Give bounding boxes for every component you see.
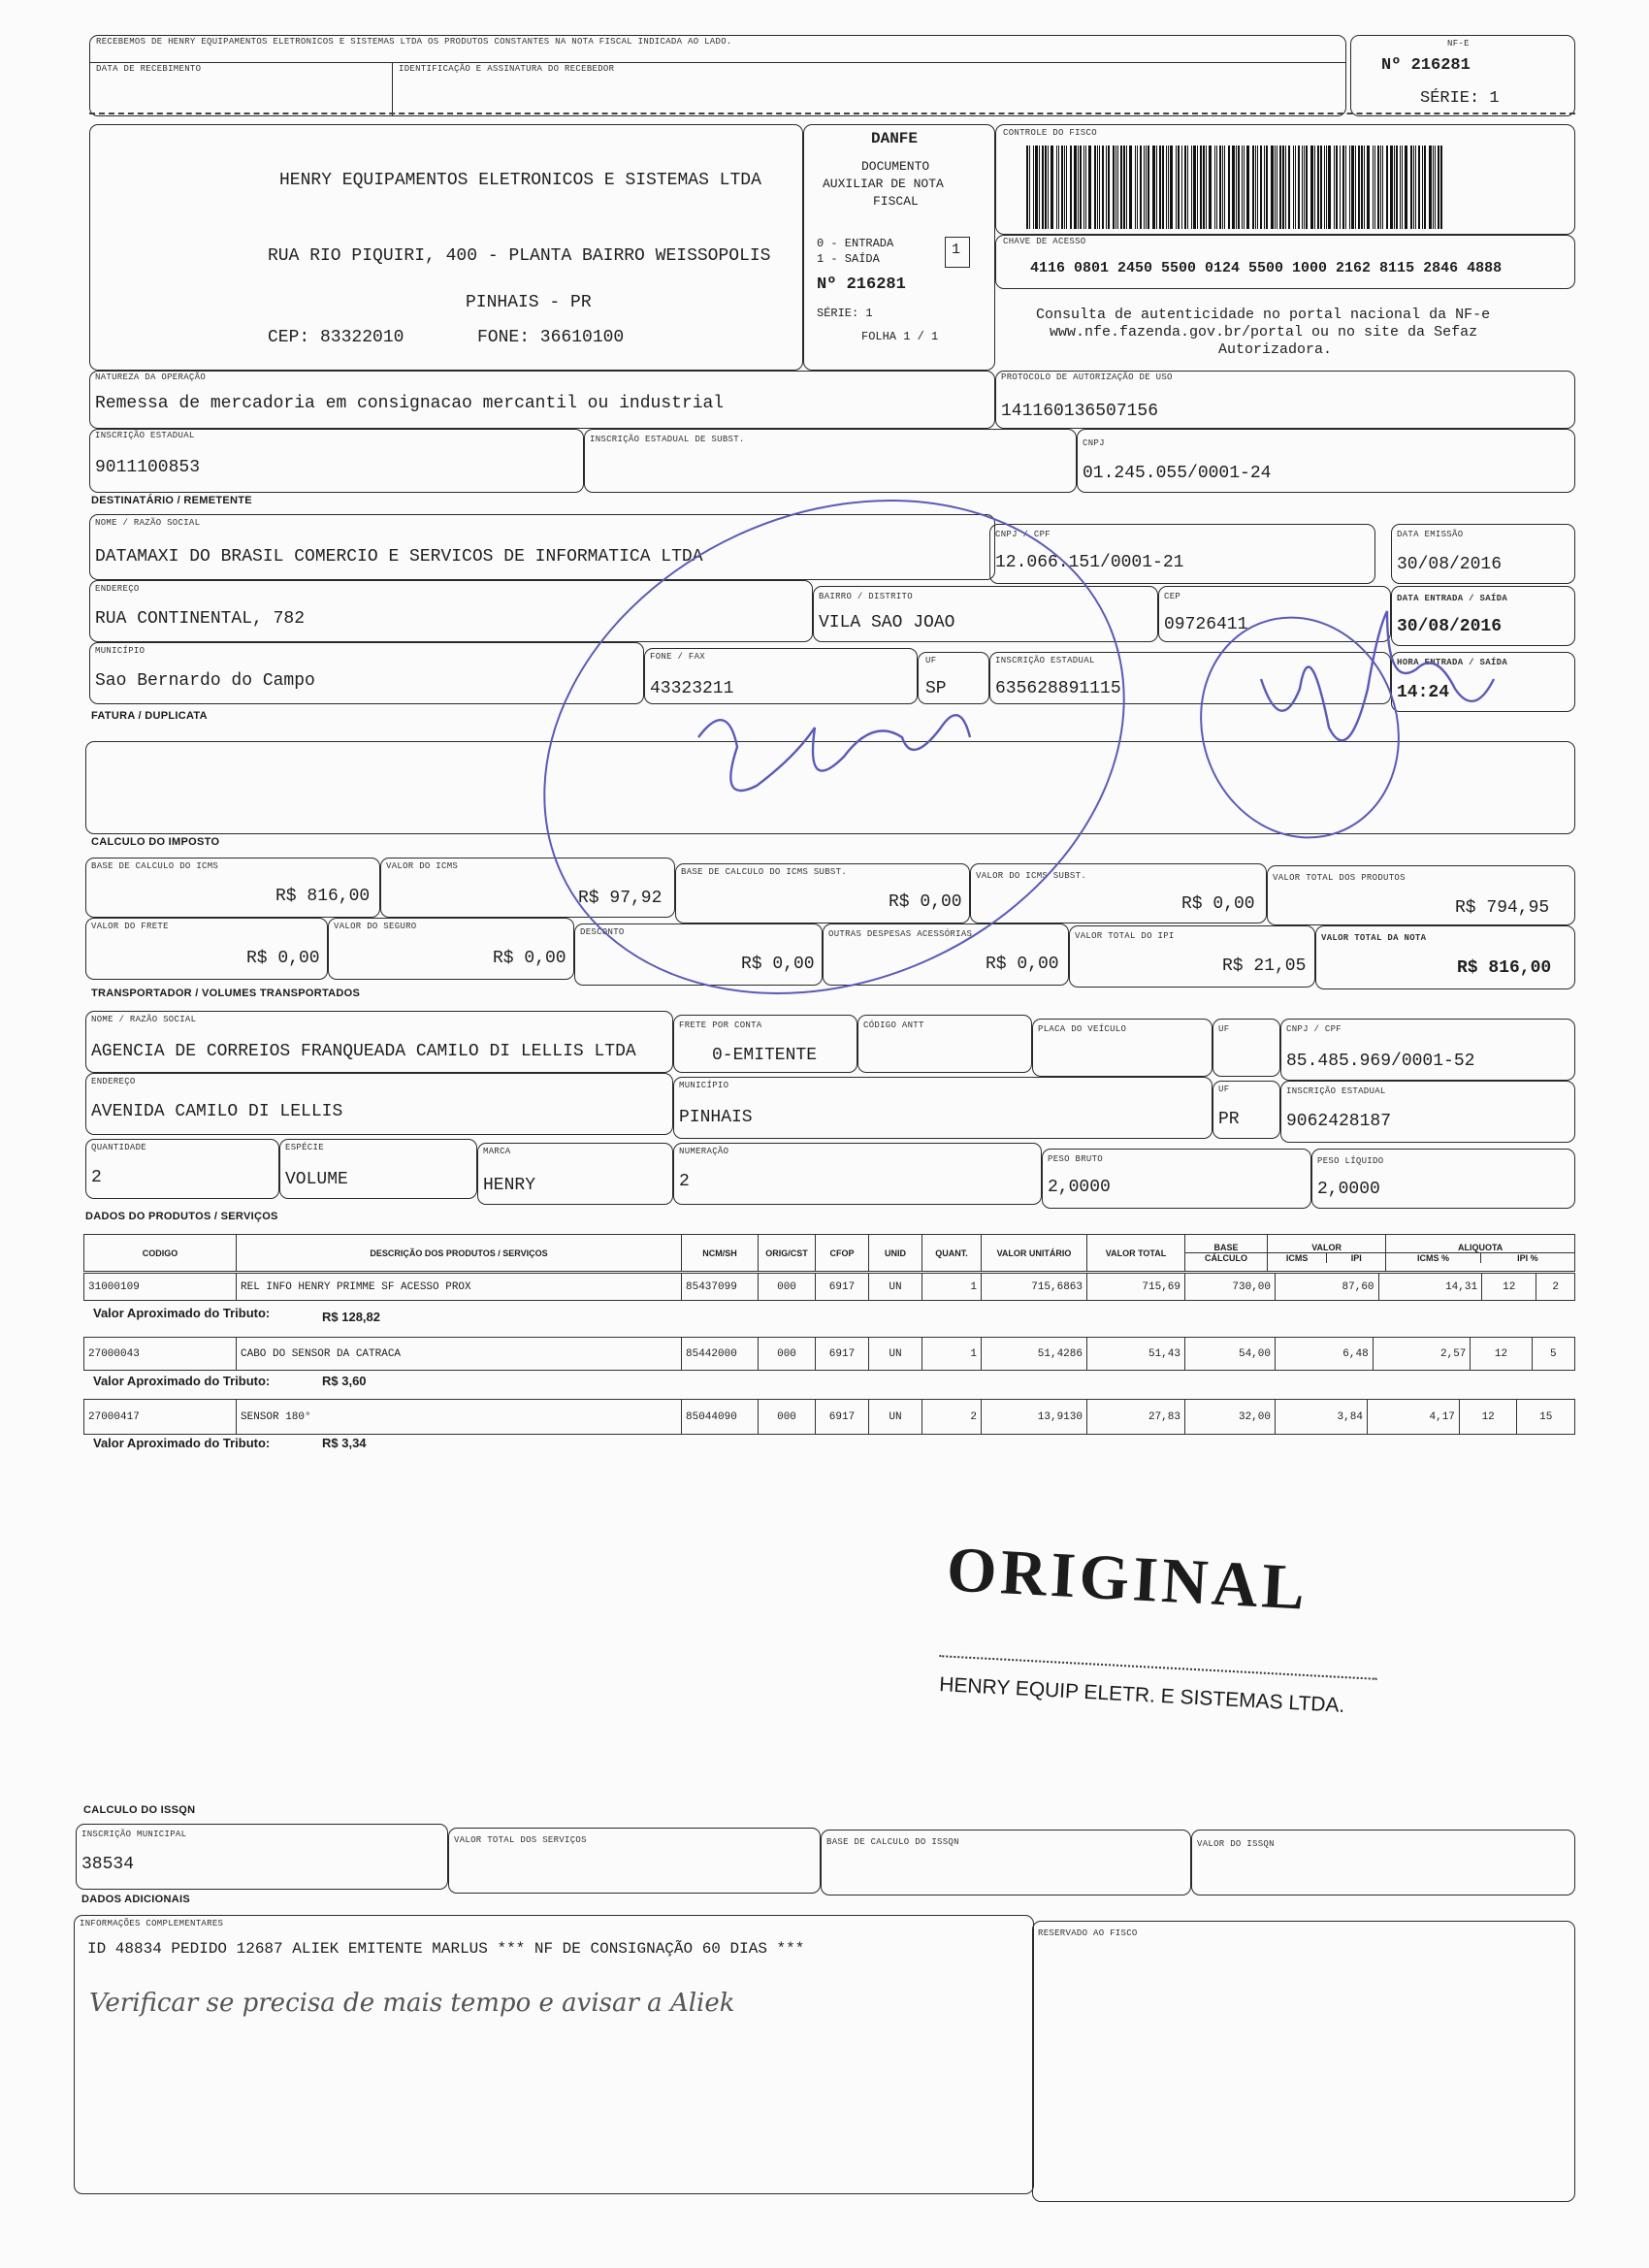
cnpj-label: CNPJ [1083,438,1105,448]
desconto-label: DESCONTO [580,927,625,937]
ipi-value: R$ 21,05 [1222,956,1307,976]
transp-municipio-label: MUNICÍPIO [679,1081,729,1090]
col-quant: QUANT. [922,1235,982,1272]
trib-label: Valor Aproximado do Tributo: [93,1306,271,1320]
row-orig: 000 [759,1400,816,1435]
consulta-line-2: www.nfe.fazenda.gov.br/portal ou no site da Sefaz [1050,324,1478,340]
dest-hora-label: HORA ENTRADA / SAÍDA [1397,658,1508,667]
produtos-section: DADOS DO PRODUTOS / SERVIÇOS [85,1211,278,1222]
dest-ie-label: INSCRIÇÃO ESTADUAL [995,656,1095,665]
col-aliquota-label: ALIQUOTA [1386,1243,1574,1253]
row-codigo: 27000043 [84,1338,237,1371]
transp-nome: AGENCIA DE CORREIOS FRANQUEADA CAMILO DI LELLIS LTDA [91,1042,636,1061]
dest-endereco: RUA CONTINENTAL, 782 [95,609,306,629]
data-recebimento-label: DATA DE RECEBIMENTO [96,64,202,74]
protocolo-value: 141160136507156 [1001,402,1159,421]
transp-frete: 0-EMITENTE [712,1046,818,1065]
transp-especie: VOLUME [285,1170,348,1189]
row-icms-pct: 12 [1459,1400,1517,1435]
transp-peso-bruto: 2,0000 [1048,1178,1111,1197]
valor-st-label: VALOR DO ICMS SUBST. [976,871,1087,881]
row-vunit: 51,4286 [982,1338,1087,1371]
row-quant: 1 [922,1274,982,1301]
original-stamp: ORIGINAL [945,1534,1310,1624]
col-descricao: DESCRIÇÃO DOS PRODUTOS / SERVIÇOS [237,1235,682,1272]
row-base: 32,00 [1185,1400,1276,1435]
row-ipi: 2,57 [1373,1338,1471,1371]
dest-cep-label: CEP [1164,592,1181,601]
cnpj-value: 01.245.055/0001-24 [1083,464,1272,483]
ie-label: INSCRIÇÃO ESTADUAL [95,431,195,440]
row-ipi: 14,31 [1378,1274,1482,1301]
signature-scrawl-2 [1261,611,1494,740]
row-unid: UN [869,1274,922,1301]
row-base: 730,00 [1185,1274,1276,1301]
row-ncm: 85437099 [682,1274,759,1301]
transportador-section: TRANSPORTADOR / VOLUMES TRANSPORTADOS [91,988,361,999]
dest-hora: 14:24 [1397,683,1450,702]
total-nota: R$ 816,00 [1457,958,1552,978]
row-unid: UN [869,1400,922,1435]
col-icms-pct: ICMS % [1386,1253,1480,1263]
dest-bairro: VILA SAO JOAO [819,613,955,632]
emitente-cep: CEP: 83322010 [268,328,404,347]
transp-qtd: 2 [91,1168,102,1187]
row-ipi-pct: 2 [1536,1274,1575,1301]
dest-cnpj: 12.066.151/0001-21 [995,553,1184,572]
row-icms-pct: 12 [1471,1338,1532,1371]
consulta-line-1: Consulta de autenticidade no portal nacional da NF-e [1036,307,1491,323]
emitente-endereco: RUA RIO PIQUIRI, 400 - PLANTA BAIRRO WEISSOPOLIS [268,246,771,266]
row-unid: UN [869,1338,922,1371]
danfe-serie: SÉRIE: 1 [817,307,873,320]
dest-municipio-label: MUNICÍPIO [95,646,146,656]
row-vtotal: 27,83 [1087,1400,1185,1435]
dest-uf-label: UF [925,656,937,665]
transp-antt-label: CÓDIGO ANTT [863,1021,924,1030]
row-vtotal: 51,43 [1087,1338,1185,1371]
canhoto-nfe-label: NF-E [1447,39,1470,49]
danfe-saida: 1 - SAÍDA [817,252,880,266]
dest-nome-label: NOME / RAZÃO SOCIAL [95,518,201,528]
imposto-section: CALCULO DO IMPOSTO [91,836,220,848]
row-vtotal: 715,69 [1087,1274,1185,1301]
dest-bairro-label: BAIRRO / DISTRITO [819,592,913,601]
valor-st: R$ 0,00 [1181,894,1255,914]
stamp-company: HENRY EQUIP ELETR. E SISTEMAS LTDA. [938,1673,1345,1717]
ie-value: 9011100853 [95,458,201,477]
issqn-valor-label: VALOR DO ISSQN [1197,1839,1275,1849]
dest-nome: DATAMAXI DO BRASIL COMERCIO E SERVICOS DE INFORMATICA LTDA [95,547,703,567]
signature-scrawl-1 [698,715,970,791]
trib-label: Valor Aproximado do Tributo: [93,1374,271,1388]
col-base-calculo: CÁLCULO [1205,1253,1247,1263]
col-valor-label: VALOR [1268,1243,1385,1253]
frete-label: VALOR DO FRETE [91,922,169,931]
dest-fone-label: FONE / FAX [650,652,706,662]
row-codigo: 31000109 [84,1274,237,1301]
emitente-cidade: PINHAIS - PR [466,293,592,312]
row-vunit: 715,6863 [982,1274,1087,1301]
danfe-tipo: 1 [952,242,961,258]
col-ipi: IPI [1350,1253,1362,1263]
dest-emissao-label: DATA EMISSÃO [1397,530,1464,539]
row-quant: 2 [922,1400,982,1435]
row-cfop: 6917 [816,1400,869,1435]
valor-icms-label: VALOR DO ICMS [386,861,459,871]
canhoto-numero: Nº 216281 [1381,56,1471,75]
dest-endereco-label: ENDEREÇO [95,584,140,594]
ipi-label: VALOR TOTAL DO IPI [1075,931,1175,941]
row-ncm: 85044090 [682,1400,759,1435]
row-orig: 000 [759,1274,816,1301]
seguro-label: VALOR DO SEGURO [334,922,417,931]
transp-numeracao-label: NUMERAÇÃO [679,1147,729,1156]
handwritten-note: Verificar se precisa de mais tempo e avisar a Aliek [89,1989,735,2018]
transp-frete-label: FRETE POR CONTA [679,1021,762,1030]
info-value: ID 48834 PEDIDO 12687 ALIEK EMITENTE MARLUS *** NF DE CONSIGNAÇÃO 60 DIAS *** [87,1940,805,1958]
trib-label: Valor Aproximado do Tributo: [93,1436,271,1450]
transp-marca: HENRY [483,1176,536,1195]
protocolo-label: PROTOCOLO DE AUTORIZAÇÃO DE USO [1001,373,1173,382]
transp-endereco-label: ENDEREÇO [91,1077,136,1086]
canhoto-serie: SÉRIE: 1 [1420,89,1500,108]
danfe-subtitle-1: DOCUMENTO [861,159,930,174]
transp-especie-label: ESPÉCIE [285,1143,324,1152]
outras-value: R$ 0,00 [986,955,1059,974]
row-descricao: REL INFO HENRY PRIMME SF ACESSO PROX [237,1274,682,1301]
reservado-label: RESERVADO AO FISCO [1038,1928,1138,1938]
row-ipi-pct: 5 [1532,1338,1574,1371]
chave-label: CHAVE DE ACESSO [1003,237,1086,246]
row-descricao: SENSOR 180° [237,1400,682,1435]
danfe-numero: Nº 216281 [817,275,906,294]
transp-marca-label: MARCA [483,1147,511,1156]
col-cfop: CFOP [816,1235,869,1272]
transp-endereco: AVENIDA CAMILO DI LELLIS [91,1102,343,1121]
adicionais-section: DADOS ADICIONAIS [81,1894,190,1905]
transp-ie-label: INSCRIÇÃO ESTADUAL [1286,1086,1386,1096]
base-st-label: BASE DE CALCULO DO ICMS SUBST. [681,867,848,877]
col-icms: ICMS [1268,1253,1327,1263]
identificacao-label: IDENTIFICAÇÃO E ASSINATURA DO RECEBEDOR [399,64,615,74]
transp-placa-label: PLACA DO VEÍCULO [1038,1024,1127,1034]
signature-loop-2 [1171,590,1430,866]
transp-peso-bruto-label: PESO BRUTO [1048,1154,1104,1164]
issqn-im-label: INSCRIÇÃO MUNICIPAL [81,1830,187,1839]
row-orig: 000 [759,1338,816,1371]
transp-peso-liquido-label: PESO LÍQUIDO [1317,1156,1384,1166]
row-cfop: 6917 [816,1338,869,1371]
total-produtos-label: VALOR TOTAL DOS PRODUTOS [1273,873,1406,883]
destinatario-section: DESTINATÁRIO / REMETENTE [91,495,252,506]
danfe-folha: FOLHA 1 / 1 [861,330,939,343]
transp-cnpj-label: CNPJ / CPF [1286,1024,1342,1034]
trib-value: R$ 3,60 [322,1374,367,1388]
transp-cnpj: 85.485.969/0001-52 [1286,1052,1475,1071]
dest-municipio: Sao Bernardo do Campo [95,671,315,691]
col-base-label: BASE [1185,1243,1267,1253]
info-label: INFORMAÇÕES COMPLEMENTARES [80,1919,224,1928]
dest-saida: 30/08/2016 [1397,617,1503,636]
consulta-line-3: Autorizadora. [1218,341,1333,358]
total-nota-label: VALOR TOTAL DA NOTA [1321,933,1427,943]
transp-ie: 9062428187 [1286,1112,1392,1131]
col-ncm: NCM/SH [682,1235,759,1272]
emitente-nome: HENRY EQUIPAMENTOS ELETRONICOS E SISTEMAS LTDA [279,171,761,190]
desconto-value: R$ 0,00 [741,955,815,974]
col-vtotal: VALOR TOTAL [1087,1235,1185,1272]
dest-uf: SP [925,679,947,698]
danfe-subtitle-2: AUXILIAR DE NOTA [823,177,944,191]
row-icms: 6,48 [1276,1338,1374,1371]
issqn-servicos-label: VALOR TOTAL DOS SERVIÇOS [454,1835,587,1845]
issqn-im: 38534 [81,1855,135,1874]
row-ncm: 85442000 [682,1338,759,1371]
natureza-label: NATUREZA DA OPERAÇÃO [95,373,207,382]
valor-icms: R$ 97,92 [578,889,663,908]
danfe-subtitle-3: FISCAL [873,194,919,209]
transp-nome-label: NOME / RAZÃO SOCIAL [91,1015,197,1024]
col-vunit: VALOR UNITÁRIO [982,1235,1087,1272]
col-ipi-pct: IPI % [1517,1253,1538,1263]
outras-label: OUTRAS DESPESAS ACESSÓRIAS [828,929,973,939]
total-produtos: R$ 794,95 [1455,898,1550,918]
transp-uf2-label: UF [1218,1085,1230,1094]
dest-ie: 635628891115 [995,679,1121,698]
danfe-entrada: 0 - ENTRADA [817,237,894,250]
transp-uf-label: UF [1218,1024,1230,1034]
transp-uf2: PR [1218,1110,1240,1129]
row-descricao: CABO DO SENSOR DA CATRACA [237,1338,682,1371]
trib-value: R$ 128,82 [322,1310,380,1324]
natureza-value: Remessa de mercadoria em consignacao mercantil ou industrial [95,394,725,413]
signature-loop-1 [464,408,1206,1085]
seguro-value: R$ 0,00 [493,949,566,968]
canhoto-text: RECEBEMOS DE HENRY EQUIPAMENTOS ELETRONICOS E SISTEMAS LTDA OS PRODUTOS CONSTANTES NA NOTA FISCAL INDICADA AO LADO. [96,37,732,47]
issqn-section: CALCULO DO ISSQN [83,1804,196,1816]
row-ipi-pct: 15 [1517,1400,1575,1435]
dest-fone: 43323211 [650,679,734,698]
transp-peso-liquido: 2,0000 [1317,1180,1380,1199]
dest-cep: 09726411 [1164,615,1248,634]
emitente-fone: FONE: 36610100 [477,328,625,347]
row-codigo: 27000417 [84,1400,237,1435]
frete-value: R$ 0,00 [246,949,320,968]
col-codigo: CODIGO [84,1235,237,1272]
row-vunit: 13,9130 [982,1400,1087,1435]
row-icms: 3,84 [1276,1400,1368,1435]
dest-emissao: 30/08/2016 [1397,555,1503,574]
base-st: R$ 0,00 [889,892,962,912]
danfe-title: DANFE [871,130,919,147]
row-ipi: 4,17 [1367,1400,1459,1435]
base-icms: R$ 816,00 [275,887,371,906]
base-icms-label: BASE DE CALCULO DO ICMS [91,861,219,871]
transp-numeracao: 2 [679,1172,690,1191]
row-icms: 87,60 [1276,1274,1379,1301]
fatura-section: FATURA / DUPLICATA [91,710,208,722]
dest-saida-label: DATA ENTRADA / SAÍDA [1397,594,1508,603]
transp-qtd-label: QUANTIDADE [91,1143,147,1152]
row-icms-pct: 12 [1482,1274,1536,1301]
transp-municipio: PINHAIS [679,1108,753,1127]
row-base: 54,00 [1185,1338,1276,1371]
dest-cnpj-label: CNPJ / CPF [995,530,1051,539]
controle-fisco-label: CONTROLE DO FISCO [1003,128,1097,138]
trib-value: R$ 3,34 [322,1436,367,1450]
row-quant: 1 [922,1338,982,1371]
col-orig: ORIG/CST [759,1235,816,1272]
issqn-base-label: BASE DE CALCULO DO ISSQN [826,1837,959,1847]
ie-subst-label: INSCRIÇÃO ESTADUAL DE SUBST. [590,435,745,444]
chave-acesso: 4116 0801 2450 5500 0124 5500 1000 2162 8115 2846 4888 [1030,260,1503,276]
col-unid: UNID [869,1235,922,1272]
row-cfop: 6917 [816,1274,869,1301]
